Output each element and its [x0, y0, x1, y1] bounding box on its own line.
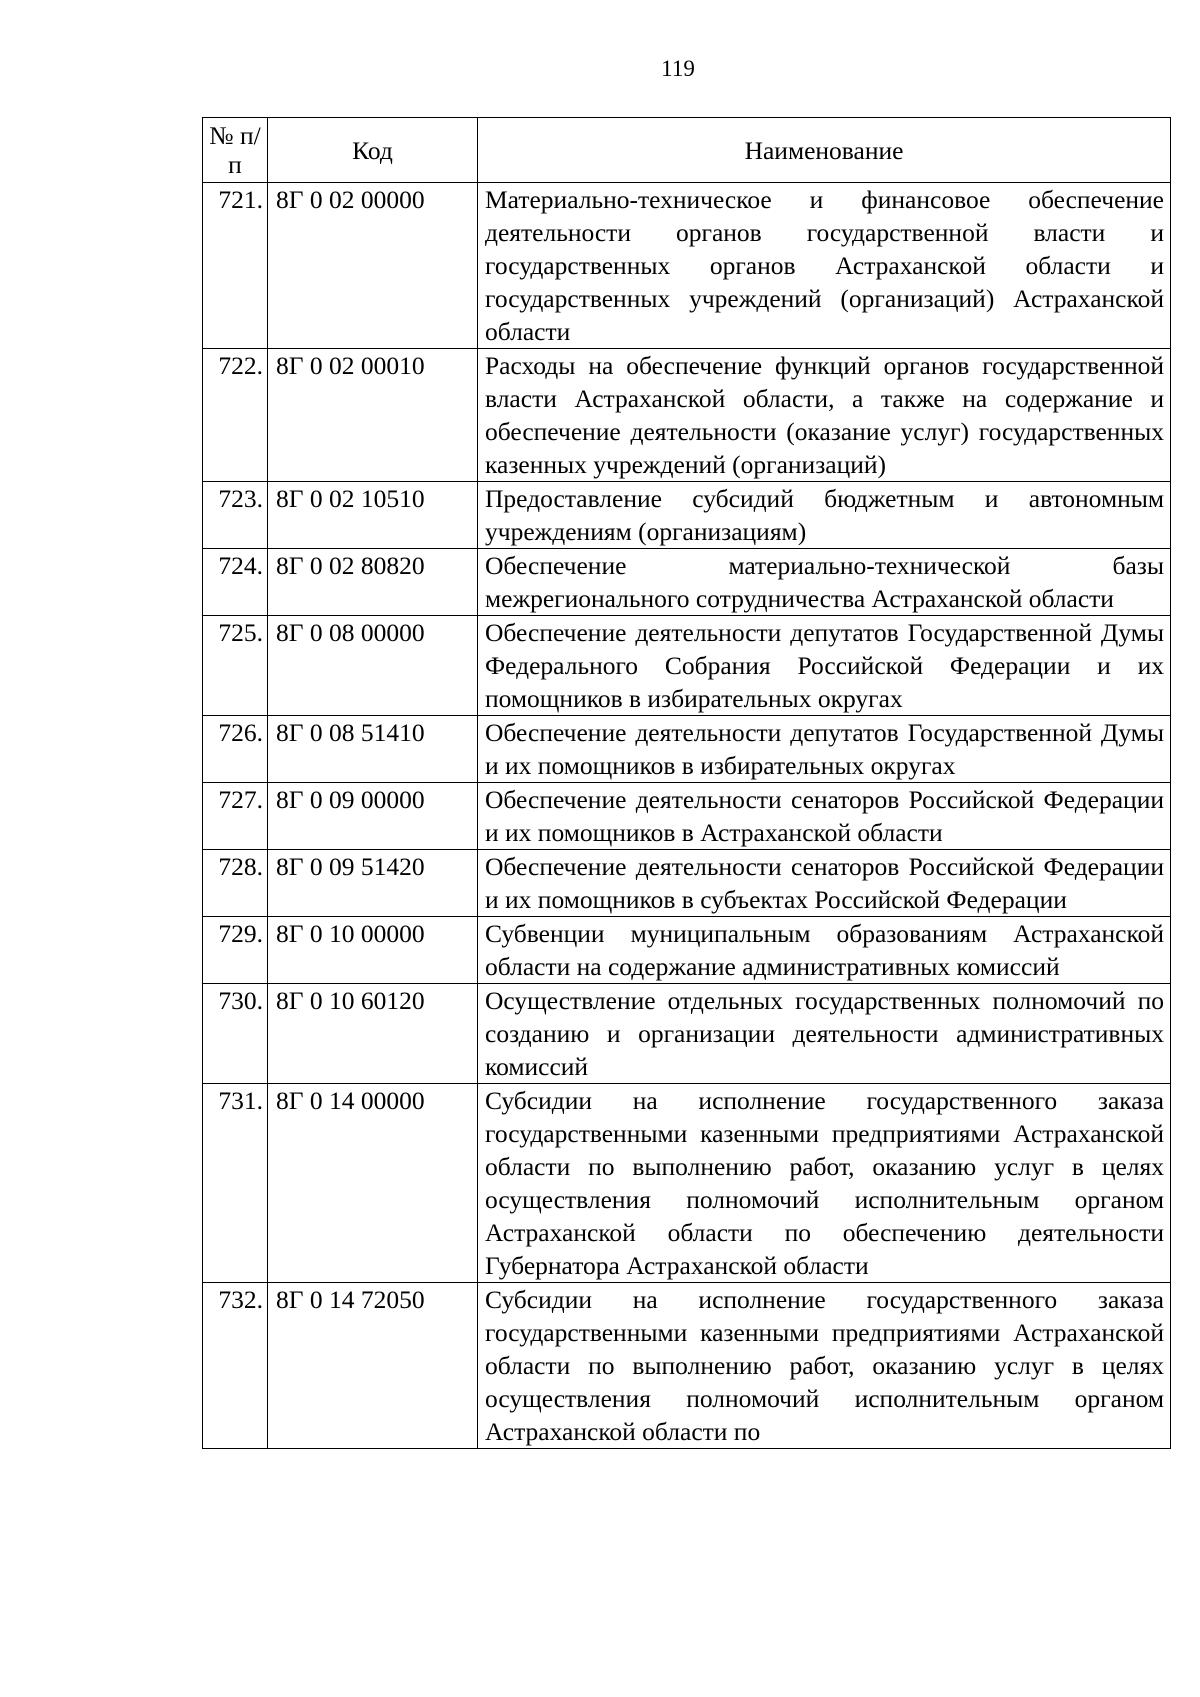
row-code: 8Г 0 14 00000	[268, 1084, 478, 1283]
row-code: 8Г 0 09 00000	[268, 783, 478, 850]
row-name: Обеспечение деятельности депутатов Государственной Думы Федерального Собрания Российской Федерации и их помощников в избирательных округах	[478, 616, 1171, 716]
table-row	[203, 349, 1171, 482]
row-code: 8Г 0 02 80820	[268, 549, 478, 616]
row-name: Субсидии на исполнение государственного заказа государственными казенными предприятиями Астраханской области по выполнению работ, оказанию услуг в целях осуществления полномочий исполнительным органом Астраханской области по	[478, 1283, 1171, 1449]
budget-code-table	[202, 117, 1171, 1449]
row-num: 727.	[203, 783, 268, 850]
row-num: 721.	[203, 183, 268, 349]
table-row	[203, 783, 1171, 850]
row-num: 726.	[203, 716, 268, 783]
table-row	[203, 917, 1171, 984]
table-row	[203, 616, 1171, 716]
row-code: 8Г 0 02 00010	[268, 349, 478, 482]
table-row	[203, 1283, 1171, 1449]
table-row	[203, 482, 1171, 549]
row-name: Обеспечение деятельности сенаторов Российской Федерации и их помощников в Астраханской области	[478, 783, 1171, 850]
row-name: Субсидии на исполнение государственного заказа государственными казенными предприятиями Астраханской области по выполнению работ, оказанию услуг в целях осуществления полномочий исполнительным органом Астраханской области по обеспечению деятельности Губернатора Астраханской области	[478, 1084, 1171, 1283]
table-header-row	[203, 118, 1171, 183]
table-row	[203, 183, 1171, 349]
row-num: 729.	[203, 917, 268, 984]
row-code: 8Г 0 09 51420	[268, 850, 478, 917]
row-num: 725.	[203, 616, 268, 716]
row-name: Обеспечение деятельности депутатов Государственной Думы и их помощников в избирательных округах	[478, 716, 1171, 783]
row-code: 8Г 0 14 72050	[268, 1283, 478, 1449]
table-row	[203, 549, 1171, 616]
row-code: 8Г 0 02 10510	[268, 482, 478, 549]
header-name: Наименование	[478, 118, 1171, 183]
row-num: 724.	[203, 549, 268, 616]
table-row	[203, 850, 1171, 917]
page-number: 119	[661, 56, 695, 81]
table-row	[203, 984, 1171, 1084]
row-name: Субвенции муниципальным образованиям Астраханской области на содержание административных комиссий	[478, 917, 1171, 984]
row-name: Осуществление отдельных государственных полномочий по созданию и организации деятельности административных комиссий	[478, 984, 1171, 1084]
row-code: 8Г 0 02 00000	[268, 183, 478, 349]
row-name: Обеспечение деятельности сенаторов Российской Федерации и их помощников в субъектах Российской Федерации	[478, 850, 1171, 917]
row-num: 728.	[203, 850, 268, 917]
table-row	[203, 1084, 1171, 1283]
row-name: Обеспечение материально-технической базы межрегионального сотрудничества Астраханской области	[478, 549, 1171, 616]
header-code: Код	[268, 118, 478, 183]
row-num: 722.	[203, 349, 268, 482]
row-code: 8Г 0 10 60120	[268, 984, 478, 1084]
row-name: Материально-техническое и финансовое обеспечение деятельности органов государственной власти и государственных органов Астраханской области и государственных учреждений (организаций) Астраханской области	[478, 183, 1171, 349]
row-name: Предоставление субсидий бюджетным и автономным учреждениям (организациям)	[478, 482, 1171, 549]
row-num: 731.	[203, 1084, 268, 1283]
row-code: 8Г 0 10 00000	[268, 917, 478, 984]
row-num: 730.	[203, 984, 268, 1084]
row-name: Расходы на обеспечение функций органов государственной власти Астраханской области, а также на содержание и обеспечение деятельности (оказание услуг) государственных казенных учреждений (организаций)	[478, 349, 1171, 482]
row-code: 8Г 0 08 00000	[268, 616, 478, 716]
row-num: 723.	[203, 482, 268, 549]
row-num: 732.	[203, 1283, 268, 1449]
header-num: № п/п	[203, 118, 268, 183]
table-row	[203, 716, 1171, 783]
row-code: 8Г 0 08 51410	[268, 716, 478, 783]
